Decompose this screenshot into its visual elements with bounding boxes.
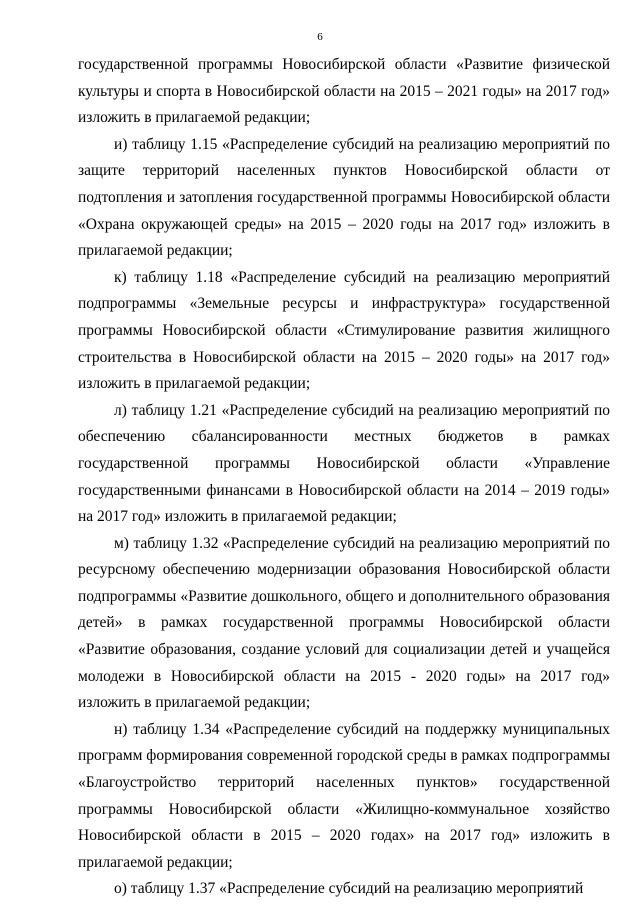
page-number: 6 (317, 31, 323, 43)
document-body (78, 52, 610, 903)
paragraph-continuation: государственной программы Новосибирской области «Развитие физической культуры и спорта в Новосибирской области на 2015 – 2021 годы» на 2017 год» изложить в прилагаемой редакции; (78, 56, 610, 127)
paragraph-item-i: и) таблицу 1.15 «Распределение субсидий на реализацию мероприятий по защите территорий населенных пунктов Новосибирской области от подтопления и затопления государственной программы Новосибирской области «Охрана окружающей среды» на 2015 – 2020 годы на 2017 год» изложить в прилагаемой редакции; (78, 135, 610, 260)
paragraph-item-k: к) таблицу 1.18 «Распределение субсидий на реализацию мероприятий подпрограммы «Земельные ресурсы и инфраструктура» государственной программы Новосибирской области «Стимулирование развития жилищного строительства в Новосибирской области на 2015 – 2020 годы» на 2017 год» изложить в прилагаемой редакции; (78, 268, 610, 393)
paragraph-item-m: м) таблицу 1.32 «Распределение субсидий на реализацию мероприятий по ресурсному обеспечению модернизации образования Новосибирской области подпрограммы «Развитие дошкольного, общего и дополнительного образования детей» в рамках государственной программы Новосибирской области «Развитие образования, создание условий для социализации детей и учащейся молодежи в Новосибирской области на 2015 - 2020 годы» на 2017 год» изложить в прилагаемой редакции; (78, 534, 610, 712)
paragraph-item-o: о) таблицу 1.37 «Распределение субсидий на реализацию мероприятий (114, 880, 584, 898)
paragraph-item-n: н) таблицу 1.34 «Распределение субсидий на поддержку муниципальных программ формирования современной городской среды в рамках подпрограммы «Благоустройство территорий населенных пунктов» государственной программы Новосибирской области «Жилищно-коммунальное хозяйство Новосибирской области в 2015 – 2020 годах» на 2017 год» изложить в прилагаемой редакции; (78, 720, 610, 871)
paragraph-item-l: л) таблицу 1.21 «Распределение субсидий на реализацию мероприятий по обеспечению сбалансированности местных бюджетов в рамках государственной программы Новосибирской области «Управление государственными финансами в Новосибирской области на 2014 – 2019 годы» на 2017 год» изложить в прилагаемой редакции; (78, 401, 610, 526)
